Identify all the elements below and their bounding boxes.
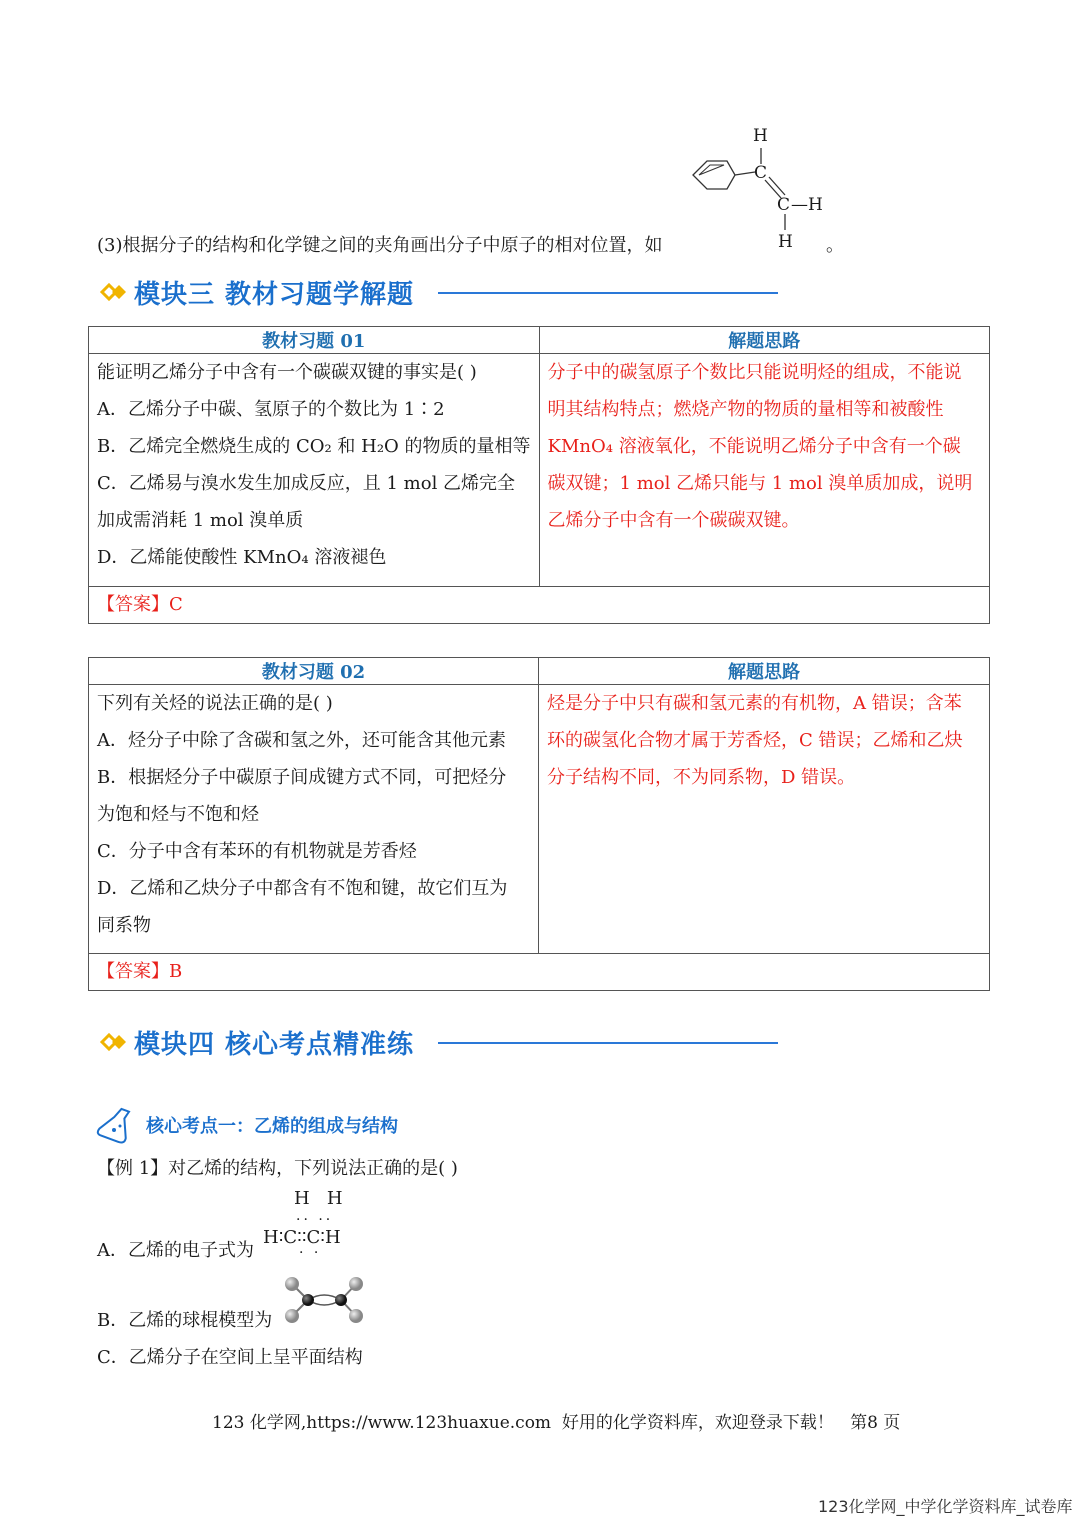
struct-c2: C — [777, 195, 791, 215]
ex2-analysis-line: 环的碳氢化合物才属于芳香烃，C 错误；乙烯和乙炔 — [547, 730, 963, 751]
ex2-question-cell — [89, 685, 539, 954]
ex1-analysis-line: 分子中的碳氢原子个数比只能说明烃的组成，不能说 — [547, 362, 962, 383]
ex1-option-d: D．乙烯能使酸性 KMnO₄ 溶液褪色 — [97, 547, 387, 568]
module4-title: 模块四 核心考点精准练 — [134, 1029, 415, 1060]
double-chevron-icon — [100, 1032, 126, 1052]
example1-option-a: A．乙烯的电子式为 — [97, 1240, 254, 1261]
example1-option-b: B．乙烯的球棍模型为 — [97, 1310, 273, 1331]
module3-header — [100, 272, 414, 312]
intro-text: (3)根据分子的结构和化学键之间的夹角画出分子中原子的相对位置，如 — [97, 235, 663, 256]
module4-rule — [438, 1042, 778, 1044]
ex1-option-c-cont: 加成需消耗 1 mol 溴单质 — [97, 510, 304, 531]
flask-icon — [96, 1104, 136, 1144]
module4-header — [100, 1022, 414, 1062]
ex1-analysis-line: 明其结构特点；燃烧产物的物质的量相等和被酸性 — [547, 399, 944, 420]
ex2-option-b-cont: 为饱和烃与不饱和烃 — [97, 804, 259, 825]
ex1-question-cell — [89, 354, 540, 587]
ex2-answer-label: 【答案】 — [97, 961, 169, 982]
ex1-answer-row — [89, 587, 990, 624]
ex2-option-b: B．根据烃分子中碳原子间成键方式不同，可把烃分 — [97, 767, 507, 788]
ex1-answer-label: 【答案】 — [97, 594, 169, 615]
struct-h-right: —H — [791, 195, 823, 215]
double-chevron-icon — [100, 282, 126, 302]
ex2-option-d: D．乙烯和乙炔分子中都含有不饱和键，故它们互为 — [97, 878, 508, 899]
ball-stick-model-figure — [282, 1272, 367, 1330]
ex1-option-a: A．乙烯分子中碳、氢原子的个数比为 1∶2 — [97, 399, 445, 420]
example1-option-c: C．乙烯分子在空间上呈平面结构 — [97, 1347, 363, 1368]
ex1-header-right: 解题思路 — [539, 327, 989, 354]
struct-h-top: H — [753, 126, 768, 146]
ex1-answer-value: C — [169, 594, 183, 615]
ex2-answer-value: B — [169, 961, 183, 982]
ex1-header-left: 教材习题 01 — [89, 327, 540, 354]
ex2-option-c: C．分子中含有苯环的有机物就是芳香烃 — [97, 841, 417, 862]
ex2-option-a: A．烃分子中除了含碳和氢之外，还可能含其他元素 — [97, 730, 506, 751]
struct-c1: C — [754, 163, 768, 183]
ex1-analysis-line: 乙烯分子中含有一个碳碳双键。 — [547, 510, 800, 531]
ex2-analysis-line: 分子结构不同，不为同系物，D 错误。 — [547, 767, 856, 788]
ex2-header-right: 解题思路 — [539, 658, 990, 685]
electron-dots-bottom: · · — [299, 1245, 322, 1261]
module3-title: 模块三 教材习题学解题 — [134, 279, 415, 310]
ex1-question: 能证明乙烯分子中含有一个碳碳双键的事实是( ) — [97, 362, 477, 383]
ex1-option-c: C．乙烯易与溴水发生加成反应，且 1 mol 乙烯完全 — [97, 473, 516, 494]
electron-formula-top-h: H H — [294, 1188, 343, 1209]
ex1-option-b: B．乙烯完全燃烧生成的 CO₂ 和 H₂O 的物质的量相等 — [97, 436, 531, 457]
example1-stem: 【例 1】对乙烯的结构，下列说法正确的是( ) — [97, 1158, 458, 1179]
ex2-question: 下列有关烃的说法正确的是( ) — [97, 693, 333, 714]
electron-formula-main: H∶C∶∶C∶H — [263, 1227, 341, 1248]
ex2-analysis-cell — [539, 685, 990, 954]
ex1-analysis-cell — [539, 354, 989, 587]
page-footer: 123 化学网,https://www.123huaxue.com 好用的化学资料库，欢迎登录下载！ 第8 页 — [212, 1413, 901, 1433]
electron-dots: ·· ·· — [296, 1212, 334, 1228]
watermark: 123化学网_中学化学资料库_试卷库 — [818, 1497, 1073, 1516]
exercise-02-table — [88, 657, 990, 991]
ex1-analysis-line: KMnO₄ 溶液氧化，不能说明乙烯分子中含有一个碳 — [547, 436, 961, 457]
exercise-01-table — [88, 326, 990, 624]
struct-h-bottom: H — [778, 232, 793, 252]
ex2-header-left: 教材习题 02 — [89, 658, 539, 685]
ex2-answer-row — [89, 954, 990, 991]
module3-rule — [438, 292, 778, 294]
ex2-option-d-cont: 同系物 — [97, 915, 151, 936]
ex1-analysis-line: 碳双键；1 mol 乙烯只能与 1 mol 溴单质加成，说明 — [547, 473, 973, 494]
intro-end: 。 — [826, 235, 844, 256]
ex2-analysis-line: 烃是分子中只有碳和氢元素的有机物，A 错误；含苯 — [547, 693, 962, 714]
keypoint1-title: 核心考点一：乙烯的组成与结构 — [146, 1116, 398, 1137]
